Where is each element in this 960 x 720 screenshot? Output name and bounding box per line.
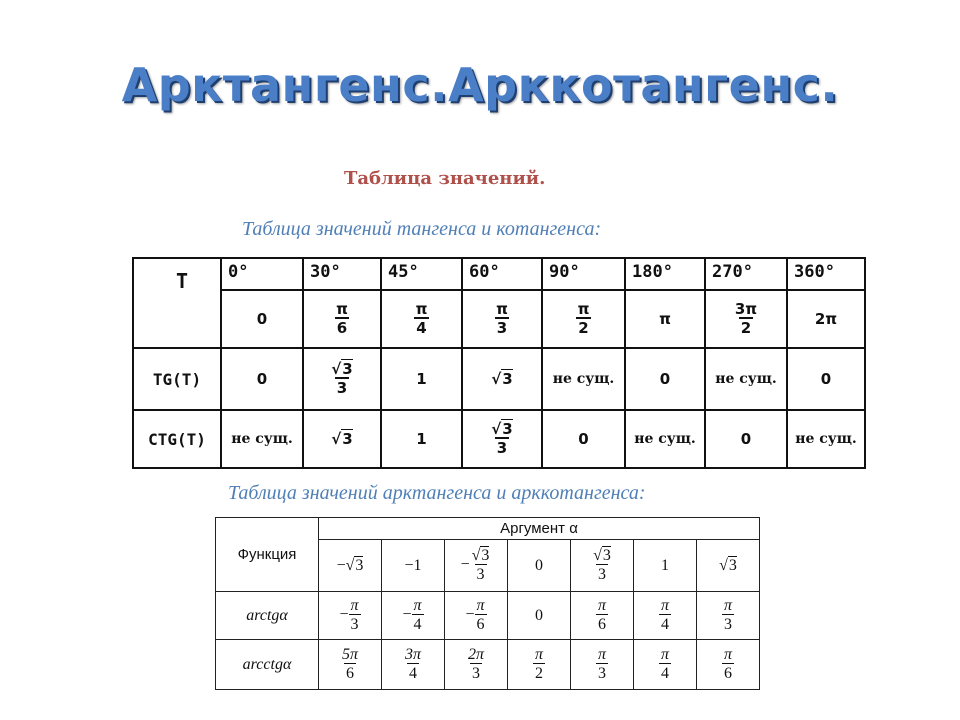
deg-60: 60° [469,262,500,282]
arctg-cell [319,592,382,640]
deg-180: 180° [632,262,673,282]
tg-cell [381,348,462,410]
arcctg-cell [445,640,508,690]
rad-pi-3: $\frac{\pi}{3}$ [496,300,508,337]
ctg-cell [787,410,865,468]
ctg-180: не сущ. [634,431,696,447]
header-argument-cell [319,518,760,540]
arctg-pi-6: $\frac{\pi}{6}$ [597,597,606,633]
tg-270: не сущ. [715,371,777,387]
ctg-270: 0 [740,430,752,448]
arctg-minus-pi-3: − $\frac{\pi}{3}$ [339,597,359,633]
label-tg-cell [133,348,221,410]
arg-cell [319,540,382,592]
rad-2pi: 2π [814,310,838,328]
tg-30: $\frac{√3}{3}$ [331,360,353,397]
tg-45: 1 [416,370,427,388]
rad-pi-6: $\frac{\pi}{6}$ [336,300,348,337]
arctg-cell [445,592,508,640]
deg-360: 360° [794,262,835,282]
arcctg-cell [697,640,760,690]
arcctg-cell [382,640,445,690]
deg-30: 30° [310,262,341,282]
arg-minus-one: −1 [404,556,422,574]
arcctg-cell [634,640,697,690]
arg-cell [382,540,445,592]
arcctg-cell [508,640,571,690]
header-function: Функция [237,545,297,563]
rad-cell [381,290,462,348]
arcctg-cell [319,640,382,690]
arctg-cell [697,592,760,640]
ctg-cell [542,410,625,468]
arcctg-cell [571,640,634,690]
tg-180: 0 [659,370,671,388]
tan-cot-table [132,257,866,469]
rad-cell [303,290,381,348]
row-arctg-label-cell [216,592,319,640]
deg-45: 45° [388,262,419,282]
rad-cell [625,290,705,348]
arctg-pi-4: $\frac{\pi}{4}$ [660,597,669,633]
ctg-cell [303,410,381,468]
tg-cell [787,348,865,410]
tg-cell [625,348,705,410]
arcctg-pi-4: $\frac{\pi}{4}$ [660,646,669,682]
tg-cell [705,348,787,410]
arctg-cell [382,592,445,640]
caption-tan-table: Таблица значений тангенса и котангенса: [242,218,602,240]
row-arcctg-label-cell [216,640,319,690]
tg-60: √3 [491,370,513,388]
arg-minus-sqrt3: −√3 [336,556,364,574]
rad-pi-2: $\frac{\pi}{2}$ [577,300,590,337]
arg-cell [508,540,571,592]
rad-cell [462,290,542,348]
label-ctg-cell [133,410,221,468]
tg-90: не сущ. [552,371,615,387]
ctg-cell [462,410,542,468]
tg-cell [303,348,381,410]
arctg-cell [634,592,697,640]
rad-cell [221,290,303,348]
header-argument: Аргумент α [500,519,578,537]
label-ctg: СТG(Т) [148,429,206,449]
arctg-cell [508,592,571,640]
deg-cell [381,258,462,290]
deg-cell [303,258,381,290]
rad-cell [705,290,787,348]
arg-sqrt3: √3 [719,556,737,574]
ctg-90: 0 [578,430,589,448]
arg-cell [571,540,634,592]
arg-zero: 0 [535,556,543,574]
ctg-360: не сущ. [795,431,857,447]
tg-cell [462,348,542,410]
deg-90: 90° [549,262,580,282]
deg-cell [625,258,705,290]
arcctg-2pi-3: $\frac{2\pi}{3}$ [467,646,484,682]
tg-0: 0 [256,370,268,388]
arcctg-3pi-4: $\frac{3\pi}{4}$ [404,646,421,682]
arg-cell [634,540,697,592]
arcctg-pi-3: $\frac{\pi}{3}$ [597,646,606,682]
page-title: Арктангенс.Арккотангенс. [121,58,839,112]
arctg-cell [571,592,634,640]
ctg-cell [705,410,787,468]
arg-sqrt3-over-3: $\frac{√3}{3}$ [593,547,611,583]
subtitle: Таблица значений. [344,168,546,189]
deg-cell [221,258,303,290]
deg-cell [542,258,625,290]
deg-0: 0° [228,262,249,282]
ctg-30: √3 [331,430,353,448]
label-tg: ТG(Т) [152,369,202,389]
rad-pi: π [659,310,671,328]
tg-cell [542,348,625,410]
ctg-cell [221,410,303,468]
header-function-cell [216,518,319,592]
rad-cell [542,290,625,348]
deg-cell [705,258,787,290]
row-arcctg-label: arcctgα [242,655,292,673]
deg-270: 270° [712,262,753,282]
arcctg-pi-6: $\frac{\pi}{6}$ [723,646,732,682]
arctg-zero: 0 [535,606,543,624]
label-t: Т [175,269,189,293]
ctg-45: 1 [416,430,427,448]
deg-cell [462,258,542,290]
arcctg-pi-2: $\frac{\pi}{2}$ [534,646,543,682]
arctg-minus-pi-6: − $\frac{\pi}{6}$ [465,597,485,633]
row-arctg-label: arctgα [246,606,288,624]
ctg-cell [381,410,462,468]
arcctg-5pi-6: $\frac{5\pi}{6}$ [341,646,358,682]
arctg-minus-pi-4: − $\frac{\pi}{4}$ [402,597,422,633]
caption-arc-table: Таблица значений арктангенса и арккотангенса: [228,482,646,504]
tg-cell [221,348,303,410]
tg-360: 0 [820,370,832,388]
rad-0: 0 [256,310,268,328]
rad-cell [787,290,865,348]
ctg-60: $\frac{√3}{3}$ [491,420,513,457]
ctg-cell [625,410,705,468]
arg-minus-sqrt3-over-3: − $\frac{√3}{3}$ [460,547,490,583]
arctg-pi-3: $\frac{\pi}{3}$ [723,597,732,633]
deg-cell [787,258,865,290]
label-t-cell [133,258,221,348]
arctan-arccot-table [215,517,760,690]
ctg-0: не сущ. [231,431,293,447]
arg-cell [697,540,760,592]
rad-3pi-2: $\frac{3\pi}{2}$ [734,300,758,337]
arg-one: 1 [661,556,669,574]
rad-pi-4: $\frac{\pi}{4}$ [415,300,428,337]
arg-cell [445,540,508,592]
